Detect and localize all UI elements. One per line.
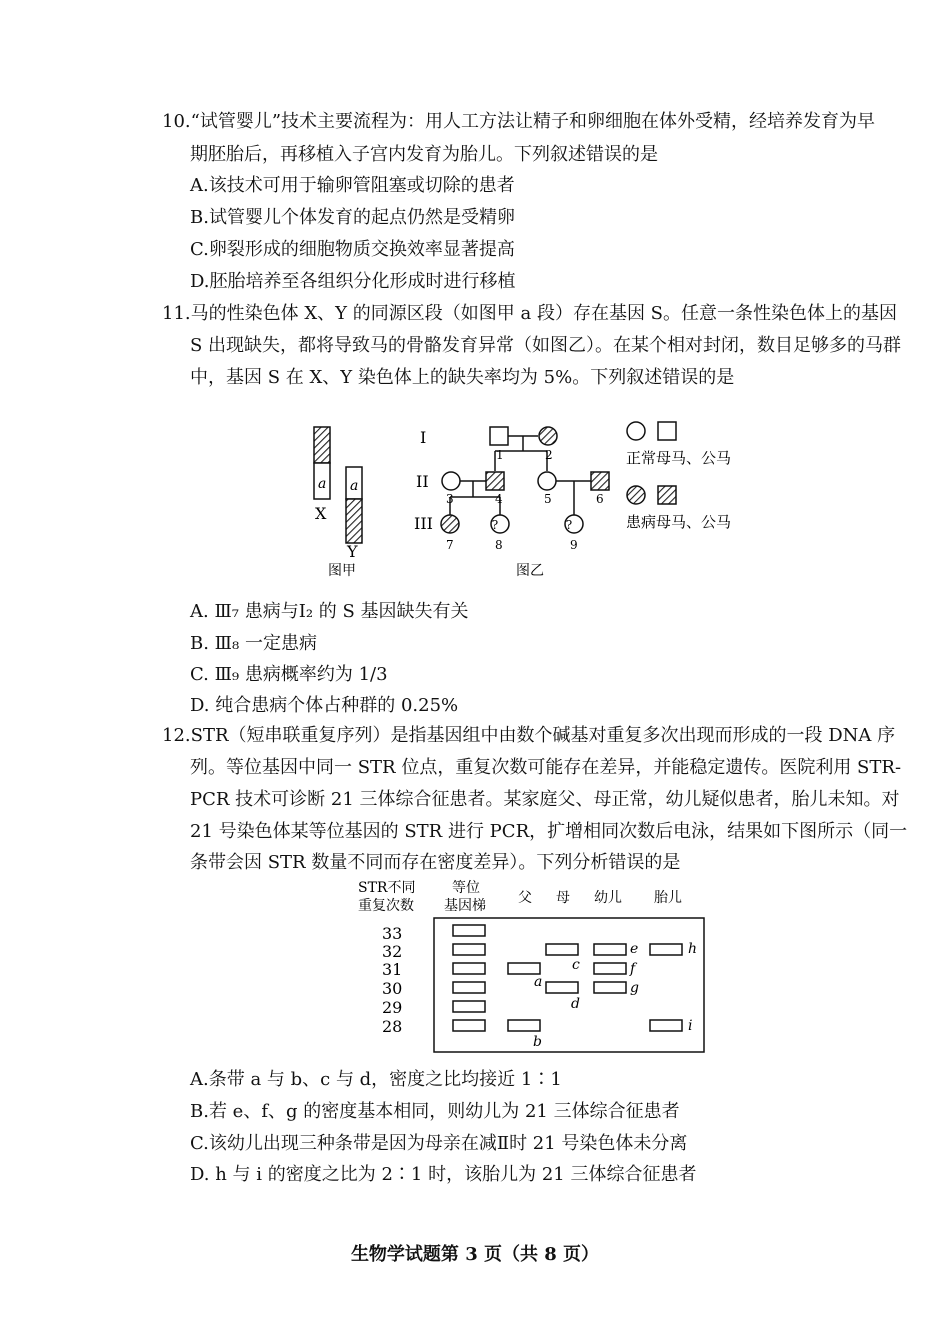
q10-option-c: C.卵裂形成的细胞物质交换效率显著提高 <box>190 239 515 260</box>
repeat-30: 30 <box>382 979 403 998</box>
page-footer: 生物学试题第 3 页（共 8 页） <box>350 1244 600 1265</box>
q11-stem-line1: 11.马的性染色体 X、Y 的同源区段（如图甲 a 段）存在基因 S。任意一条性染色体上的基因 <box>162 303 897 324</box>
band-label-i: i <box>688 1018 693 1034</box>
y-segment-label: a <box>350 478 359 494</box>
pedigree-number-9: 9 <box>570 538 578 552</box>
q11-stem-line3: 中，基因 S 在 X、Y 染色体上的缺失率均为 5%。下列叙述错误的是 <box>190 367 735 388</box>
pedigree-number-6: 6 <box>596 492 604 506</box>
band-label-f: f <box>630 961 636 977</box>
pedigree-number-2: 2 <box>545 448 553 462</box>
gel-header-ladder-2: 基因梯 <box>444 898 486 914</box>
pedigree-number-7: 7 <box>446 538 454 552</box>
lane-father: 父 <box>518 890 532 906</box>
y-label: Y <box>347 542 358 561</box>
q12-stem-line5: 条带会因 STR 数量不同而存在密度差异）。下列分析错误的是 <box>190 852 681 873</box>
q12-option-d: D. h 与 i 的密度之比为 2∶1 时，该胎儿为 21 三体综合征患者 <box>190 1164 697 1185</box>
pedigree-number-4: 4 <box>495 492 503 506</box>
x-segment-label: a <box>318 476 327 492</box>
q10-option-d: D.胚胎培养至各组织分化形成时进行移植 <box>190 271 516 292</box>
q12-option-b: B.若 e、f、g 的密度基本相同，则幼儿为 21 三体综合征患者 <box>190 1101 680 1122</box>
q10-stem-line2: 期胚胎后，再移植入子宫内发育为胎儿。下列叙述错误的是 <box>190 144 658 165</box>
q10-option-a: A.该技术可用于输卵管阻塞或切除的患者 <box>190 175 515 196</box>
legend-normal: 正常母马、公马 <box>626 449 732 467</box>
lane-fetus: 胎儿 <box>654 890 682 906</box>
unknown-mark-9: ? <box>565 518 573 532</box>
x-label: X <box>315 504 327 523</box>
lane-child: 幼儿 <box>594 890 622 906</box>
repeat-33: 33 <box>382 924 403 943</box>
q12-option-a: A.条带 a 与 b、c 与 d，密度之比均接近 1∶1 <box>190 1069 562 1090</box>
band-label-h: h <box>688 941 698 957</box>
repeat-28: 28 <box>382 1017 403 1036</box>
gel-header-repeat-2: 重复次数 <box>358 898 414 914</box>
gen-label-3: III <box>414 514 433 533</box>
legend-affected: 患病母马、公马 <box>626 513 732 531</box>
q11-figure <box>290 415 790 590</box>
q11-stem-line2: S 出现缺失，都将导致马的骨骼发育异常（如图乙）。在某个相对封闭，数目足够多的马群 <box>190 335 902 356</box>
pedigree-number-1: 1 <box>496 448 504 462</box>
q10-stem-line1: 10.“试管婴儿”技术主要流程为：用人工方法让精子和卵细胞在体外受精，经培养发育为早 <box>162 111 876 132</box>
pedigree-number-5: 5 <box>544 492 552 506</box>
unknown-mark-8: ? <box>491 518 499 532</box>
band-label-d: d <box>571 996 580 1012</box>
q11-option-d: D. 纯合患病个体占种群的 0.25% <box>190 695 459 716</box>
lane-mother: 母 <box>556 890 570 906</box>
pedigree-numbers <box>446 448 604 552</box>
repeat-count-labels <box>382 924 402 1036</box>
repeat-32: 32 <box>382 942 403 961</box>
q11-option-c: C. Ⅲ₉ 患病概率约为 1/3 <box>190 664 388 685</box>
pedigree <box>441 427 609 533</box>
q11-option-b: B. Ⅲ₈ 一定患病 <box>190 633 317 654</box>
q11-option-a: A. Ⅲ₇ 患病与Ⅰ₂ 的 S 基因缺失有关 <box>190 601 469 622</box>
pedigree-number-3: 3 <box>446 492 454 506</box>
band-label-c: c <box>572 957 580 973</box>
x-chromosome <box>314 427 330 523</box>
band-label-e: e <box>630 941 639 957</box>
q12-stem-line2: 列。等位基因中同一 STR 位点，重复次数可能存在差异，并能稳定遗传。医院利用 STR- <box>190 757 902 778</box>
gen-label-2: II <box>416 472 429 491</box>
q10-option-b: B.试管婴儿个体发育的起点仍然是受精卵 <box>190 207 515 228</box>
q12-option-c: C.该幼儿出现三种条带是因为母亲在减Ⅱ时 21 号染色体未分离 <box>190 1133 688 1154</box>
gen-label-1: I <box>420 428 427 447</box>
band-label-g: g <box>630 980 639 996</box>
q12-stem-line4: 21 号染色体某等位基因的 STR 进行 PCR，扩增相同次数后电泳，结果如下图所示（同一 <box>190 821 908 842</box>
fig-a-caption: 图甲 <box>328 563 356 579</box>
gel-header-repeat-1: STR不同 <box>358 880 416 896</box>
gel-header-ladder-1: 等位 <box>452 880 480 896</box>
band-label-a: a <box>534 974 543 990</box>
q12-stem-line1: 12.STR（短串联重复序列）是指基因组中由数个碱基对重复多次出现而形成的一段 DNA 序 <box>162 725 896 746</box>
band-label-b: b <box>533 1034 542 1050</box>
repeat-31: 31 <box>382 960 403 979</box>
q12-stem-line3: PCR 技术可诊断 21 三体综合征患者。某家庭父、母正常，幼儿疑似患者，胎儿未知。对 <box>190 789 900 810</box>
fig-b-caption: 图乙 <box>516 563 544 579</box>
pedigree-number-8: 8 <box>495 538 503 552</box>
repeat-29: 29 <box>382 998 403 1017</box>
q12-gel-figure <box>350 878 730 1058</box>
y-chromosome <box>346 467 362 561</box>
